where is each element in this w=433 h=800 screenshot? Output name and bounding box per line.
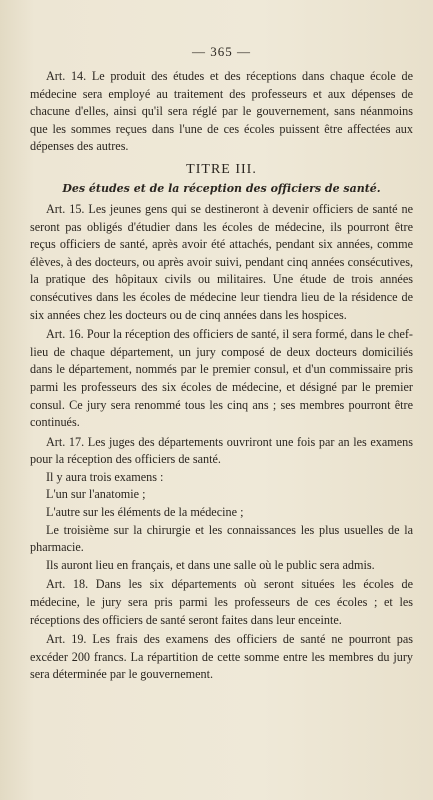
- page-number: — 365 —: [192, 44, 251, 59]
- article-17-line: Le troisième sur la chirurgie et les connaissances les plus usuelles de la pharmacie.: [30, 522, 413, 555]
- article-15: Art. 15. Les jeunes gens qui se destineront à devenir officiers de santé ne seront pas obligés d'étudier dans les écoles de médecine, ils pourront être reçus officiers de santé, après avoir été attachés, pendant six années, comme élèves, à des docteurs, ou après avoir suivi, pendant cinq années consécutives, la pratique des hôpitaux civils ou militaires. Une étude de trois années consécutives dans les écoles de médecine leur tiendra lieu de la résidence de six années chez les docteurs ou de cinq années dans les hospices.: [30, 201, 413, 322]
- article-17-line: Ils auront lieu en français, et dans une salle où le public sera admis.: [46, 557, 375, 572]
- article-17-line: L'un sur l'anatomie ;: [46, 487, 146, 502]
- article-14: Art. 14. Le produit des études et des réceptions dans chaque école de médecine sera employé au traitement des professeurs et aux dépenses de chacune d'elles, ainsi qu'il sera réglé par le gouvernement, sans néanmoins que les sommes reçues dans l'une de ces écoles puissent être affectées aux dépenses des autres.: [30, 69, 413, 154]
- article-18: Art. 18. Dans les six départements où seront situées les écoles de médecine, le jury sera pris parmi les professeurs de ces écoles ; et les réceptions des officiers de santé seront faites dans leur enceinte.: [30, 577, 413, 627]
- article-17: Art. 17. Les juges des départements ouvriront une fois par an les examens pour la réception des officiers de santé.: [30, 434, 413, 467]
- article-17-line: L'autre sur les éléments de la médecine ;: [46, 505, 244, 520]
- article-17-line: Il y aura trois examens :: [46, 469, 164, 484]
- section-title: TITRE III.: [186, 161, 257, 177]
- article-19: Art. 19. Les frais des examens des officiers de santé ne pourront pas excéder 200 francs. La répartition de cette somme entre les membres du jury sera déterminée par le gouvernement.: [30, 632, 413, 682]
- article-16: Art. 16. Pour la réception des officiers de santé, il sera formé, dans le chef-lieu de chaque département, un jury composé de deux docteurs domiciliés dans le département, nommés par le premier consul, et d'un commissaire pris parmi les professeurs des six écoles de médecine, et désigné par le premier consul. Ce jury sera renommé tous les cinq ans ; ses membres pourront être continués.: [30, 327, 413, 430]
- section-subtitle: Des études et de la réception des officiers de santé.: [62, 181, 381, 195]
